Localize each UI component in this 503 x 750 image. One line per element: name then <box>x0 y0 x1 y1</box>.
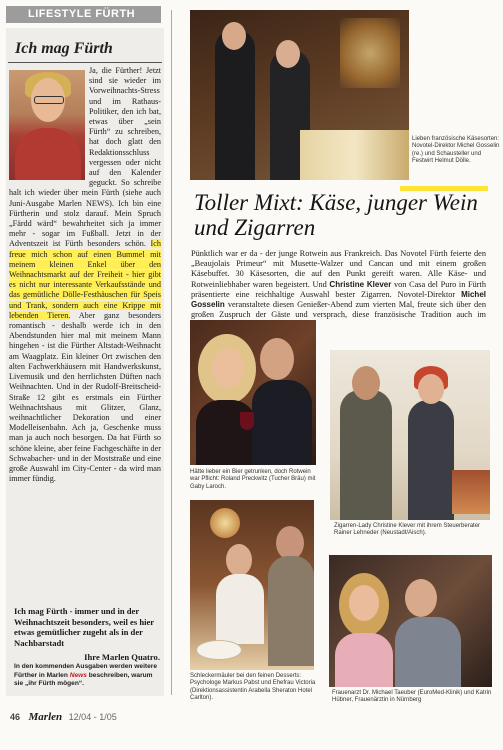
woman-body <box>196 400 256 465</box>
closing-statement <box>14 606 160 663</box>
teaser-note <box>14 663 162 689</box>
man-body <box>252 380 312 465</box>
photo-cigar-lady <box>330 350 490 520</box>
teaser-brand: News <box>69 671 87 679</box>
woman-face <box>226 544 252 576</box>
section-header <box>6 6 161 23</box>
article-headline: Toller Mixt: Käse, junger Wein und Zigarren <box>194 190 478 240</box>
lead-name-2: Michel Gosselin <box>191 289 486 310</box>
page-footer <box>10 711 117 723</box>
photo-dessert <box>190 500 314 670</box>
woman-face <box>212 348 244 388</box>
highlighted-passage: Ich freue mich schon auf einen Bummel mit meinem kleinen Enkel über den Weihnachtsmarkt auf der Freiheit - hier gibt es nicht nur interessante Verkaufsstände und das gemütliche Dölle-Festhäuschen für Speis und Trank, sondern auch eine Krippe mit lebenden Tieren. <box>9 239 161 320</box>
column-rule <box>8 62 162 63</box>
person-left-face <box>222 22 246 50</box>
lead-text-2: von Casa del Puro in Fürth präsentierte eine reichhaltige Auswahl bester Zigarren. Novotel-Direktor <box>191 279 486 299</box>
caption-cigar: Zigarren-Lady Christine Klever mit ihrem Steuerberater Rainer Lehneder (Neustadt/Aisch). <box>334 523 481 537</box>
column-paragraph-after: Aber ganz besonders romantisch - deshalb werde ich in den Abendstunden hier mal mit meinem Mann hingehen - ist die Fürther Altstadt-Weihnacht am Waagplatz. Ein kleiner Ort zwischen den alten Fachwerkhäusern mit Handwerkskunst, Livemusik und den herrlichsten Düften nach Weihnachten. Und in der Rudolf-Breitscheid-Straße 12 gibt es erstmals ein Fürther Weihnachtshaus mit Glitzer, Glanz, weihnachtlicher Dekoration und einer Modelleisenbahn. Ach ja, Geschenke muss man ja auch noch besorgen. Da hat Fürth so schöne kleine, aber feine Fachgeschäfte in der Schwabacher- und in der Moststraße und eine große Auswahl im City-Center - da wird man immer fündig. <box>9 310 161 484</box>
teaser-post: beschreiben, warum sie „ihr Fürth mögen“. <box>14 671 153 688</box>
footer-brand: Marlen <box>28 711 63 723</box>
column-divider <box>171 10 172 695</box>
page-number: 46 <box>10 712 21 722</box>
photo-wine-toast <box>190 320 316 465</box>
signature: Ihre Marlen Quatro. <box>84 652 160 663</box>
man-face <box>260 338 294 380</box>
cigar-boxes <box>452 470 490 514</box>
caption-dessert: Schleckermäuler bei den feinen Desserts: Psychologe Markus Pabst und Ehefrau Victoria (Direktionsassistentin Arabella Sheraton Hotel Carlton). <box>190 673 316 702</box>
lead-text-1: Pünktlich war er da - der junge Rotwein aus Frankreich. Das Novotel Fürth feierte den „Beaujolais Primeur“ mit Musette-Walzer und Cancan und mit einem großen Käsebuffet. 30 Käsesorten, die auf den Punkt gereift waren. Alle Käse- und Rotweinliebhaber waren begeistert. Und <box>191 249 486 289</box>
wine-glass <box>240 412 254 430</box>
closing-text: Ich mag Fürth - immer und in der Weihnachtszeit besonders, weil es hier etwas gemütlicher zugeht als in der Nachbarstadt <box>14 606 154 648</box>
section-label: LIFESTYLE FÜRTH <box>28 8 136 20</box>
caption-wine: Hätte lieber ein Bier getrunken, doch Rotwein war Pflicht: Roland Preckwitz (Tucher Bräu) mit Gaby Laroch. <box>190 469 316 490</box>
caption-top: Lieben französische Käsesorten: Novotel-Direktor Michel Gosselin (re.) und Schausteller und Festwirt Helmut Dölle. <box>412 136 500 165</box>
photo-cheese-buffet <box>190 10 409 180</box>
dessert-plate <box>196 640 242 660</box>
lead-text-3: veranstaltete diesen Genießer-Abend zum vierten Mal, freute sich über den großen Zuspruch der Gäste und versprach, diese französische Tradition auch im <box>191 300 486 320</box>
man-face <box>276 526 304 560</box>
caption-doctors: Frauenarzt Dr. Michael Taeuber (EuroMed-Klinik) und Katrin Hübner, Frauenärztin in Nürnberg <box>332 690 492 704</box>
man-body <box>395 617 461 687</box>
man-body <box>268 556 314 666</box>
buffet-lights <box>340 18 400 88</box>
woman-body <box>216 574 264 644</box>
person-right-face <box>276 40 300 68</box>
column-body <box>9 66 161 664</box>
man-face <box>352 366 380 400</box>
column-title: Ich mag Fürth <box>15 40 113 57</box>
woman-face <box>349 585 379 621</box>
lamp-glow <box>210 508 240 538</box>
woman-body <box>335 633 393 687</box>
photo-doctors <box>329 555 492 687</box>
column-paragraph-before: Ja, die Fürther! Jetzt sind sie wieder im Vorweihnachts-Stress und im Rathaus-Politiker, den ich bat, etwas über „sein Fürth“ zu schreiben, hat doch glatt den Redaktionsschluss vergessen oder nicht auf den Kalender geguckt. So schreibe halt ich wieder über mein Fürth (siehe auch Juni-Ausgabe Marlen NEWS). Ich bin eine Fürtherin und stolz darauf. Mein Spruch „Färdd wärd“ bewahrheitet sich ja immer mehr - sogar im Fußball. Jetzt in der Adventszeit ist Fürth besonders schön. <box>9 66 161 249</box>
man-face <box>405 579 437 617</box>
lead-name-1: Christine Klever <box>329 279 392 289</box>
teaser-pre: In den kommenden Ausgaben werden weitere Fürther in Marlen <box>14 663 158 679</box>
issue-number: 12/04 - 1/05 <box>68 712 117 722</box>
cheese-table <box>300 130 409 180</box>
lady-body <box>408 400 454 520</box>
article-lead <box>191 249 486 331</box>
man-suit <box>340 390 392 520</box>
photo-spacer <box>9 66 89 184</box>
lady-face <box>418 374 444 404</box>
person-left <box>215 30 255 180</box>
